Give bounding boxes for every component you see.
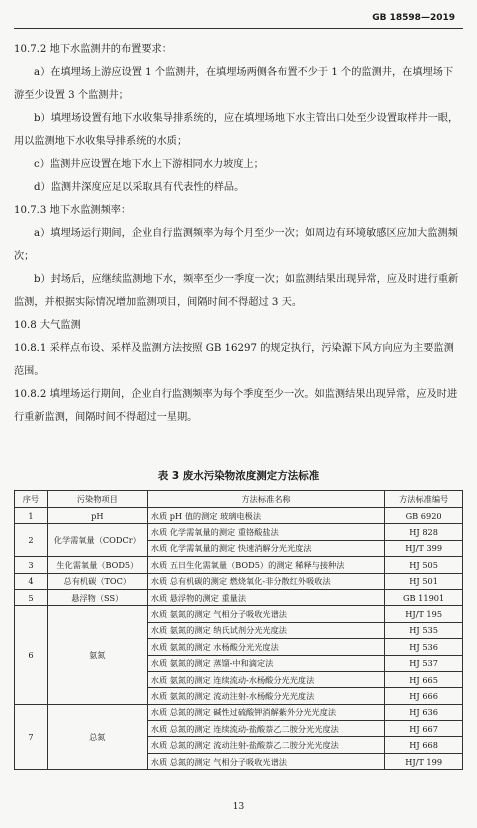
method-code: HJ 667	[385, 721, 463, 737]
method-name: 水质 氨氮的测定 气相分子吸收光谱法	[147, 606, 385, 622]
method-name: 水质 pH 值的测定 玻璃电极法	[147, 508, 385, 524]
method-code: HJ/T 199	[385, 753, 463, 769]
clause-10-7-2-d: d）监测井深度应足以采取具有代表性的样品。	[34, 182, 245, 193]
method-code: HJ 501	[385, 573, 463, 589]
clause-10-8-1: 10.8.1 采样点布设、采样及监测方法按照 GB 16297 的规定执行，污染源下风方向应为主要监测范围。	[14, 343, 454, 377]
header-divider	[14, 28, 463, 29]
method-name: 水质 总氮的测定 气相分子吸收光谱法	[147, 753, 385, 769]
method-code: HJ 828	[385, 524, 463, 540]
clause-10-8-2: 10.8.2 填埋场运行期间，企业自行监测频率为每个季度至少一次。如监测结果出现异常，应及时进行重新监测，间隔时间不得超过一星期。	[14, 389, 458, 423]
method-code: HJ 537	[385, 655, 463, 671]
method-name: 水质 氨氮的测定 水杨酸分光光度法	[147, 639, 385, 655]
table-row	[15, 606, 463, 622]
table-row	[15, 524, 463, 540]
clause-10-7-3: 10.7.3 地下水监测频率：	[14, 205, 132, 216]
table-title: 表 3 废水污染物浓度测定方法标准	[157, 470, 320, 482]
method-code: GB 11901	[385, 589, 463, 605]
method-code: HJ 535	[385, 622, 463, 638]
method-code: GB 6920	[385, 508, 463, 524]
pollutant-item: 总氮	[47, 704, 147, 770]
pollutant-item: 生化需氧量（BOD5）	[47, 557, 147, 573]
pollutant-item: 化学需氧量（CODCr）	[47, 524, 147, 557]
pollutant-item: pH	[47, 508, 147, 524]
method-code: HJ 668	[385, 737, 463, 753]
method-name: 水质 化学需氧量的测定 重铬酸盐法	[147, 524, 385, 540]
header-method: 方法标准名称	[147, 491, 385, 508]
pollutant-item: 悬浮物（SS）	[47, 589, 147, 605]
page-number: 13	[232, 802, 245, 812]
clause-10-7-2-a: a）在填埋场上游应设置 1 个监测井，在填埋场两侧各布置不少于 1 个的监测井，在填埋场下游至少设置 3 个监测井；	[14, 67, 454, 101]
method-code: HJ 505	[385, 557, 463, 573]
method-name: 水质 悬浮物的测定 重量法	[147, 589, 385, 605]
table-row	[15, 557, 463, 573]
clause-10-7-3-b: b）封场后，应继续监测地下水，频率至少一季度一次；如监测结果出现异常，应及时进行重新监测，并根据实际情况增加监测项目，间隔时间不得超过 3 天。	[14, 274, 459, 308]
row-number: 7	[15, 704, 48, 770]
method-name: 水质 氨氮的测定 纳氏试剂分光光度法	[147, 622, 385, 638]
table-row	[15, 589, 463, 605]
row-number: 5	[15, 589, 48, 605]
table-body	[15, 508, 463, 770]
method-name: 水质 五日生化需氧量（BOD5）的测定 稀释与接种法	[147, 557, 385, 573]
section-10-8: 10.8 大气监测	[14, 320, 81, 331]
header-code: 方法标准编号	[385, 491, 463, 508]
method-name: 水质 总氮的测定 连续流动-盐酸萘乙二胺分光光度法	[147, 721, 385, 737]
standard-code: GB 18598—2019	[372, 13, 455, 23]
method-name: 水质 化学需氧量的测定 快速消解分光光度法	[147, 540, 385, 556]
row-number: 3	[15, 557, 48, 573]
method-name: 水质 总有机碳的测定 燃烧氧化-非分散红外吸收法	[147, 573, 385, 589]
table-row	[15, 573, 463, 589]
method-code: HJ/T 195	[385, 606, 463, 622]
row-number: 1	[15, 508, 48, 524]
clause-10-7-2: 10.7.2 地下水监测井的布置要求：	[14, 44, 172, 55]
method-code: HJ 666	[385, 688, 463, 704]
header-no: 序号	[15, 491, 48, 508]
method-code: HJ 636	[385, 704, 463, 720]
method-name: 水质 氨氮的测定 蒸馏-中和滴定法	[147, 655, 385, 671]
method-name: 水质 总氮的测定 碱性过硫酸钾消解紫外分光光度法	[147, 704, 385, 720]
header-item: 污染物项目	[47, 491, 147, 508]
clause-10-7-3-a: a）填埋场运行期间，企业自行监测频率为每个月至少一次；如周边有环境敏感区应加大监测频次；	[14, 228, 458, 262]
method-code: HJ 536	[385, 639, 463, 655]
clause-10-7-2-b: b）填埋场设置有地下水收集导排系统的，应在填埋场地下水主管出口处至少设置取样井一眼，用以监测地下水收集导排系统的水质；	[14, 113, 459, 147]
method-code: HJ 665	[385, 671, 463, 687]
row-number: 2	[15, 524, 48, 557]
pollutant-item: 总有机碳（TOC）	[47, 573, 147, 589]
table-header-row	[15, 491, 463, 508]
row-number: 4	[15, 573, 48, 589]
method-name: 水质 氨氮的测定 连续流动-水杨酸分光光度法	[147, 671, 385, 687]
clause-10-7-2-c: c）监测井应设置在地下水上下游相同水力坡度上；	[34, 159, 264, 170]
method-code: HJ/T 399	[385, 540, 463, 556]
method-standards-table	[14, 490, 463, 770]
table-row	[15, 508, 463, 524]
row-number: 6	[15, 606, 48, 704]
method-name: 水质 总氮的测定 流动注射-盐酸萘乙二胺分光光度法	[147, 737, 385, 753]
table-row	[15, 704, 463, 720]
method-name: 水质 氨氮的测定 流动注射-水杨酸分光光度法	[147, 688, 385, 704]
pollutant-item: 氨氮	[47, 606, 147, 704]
